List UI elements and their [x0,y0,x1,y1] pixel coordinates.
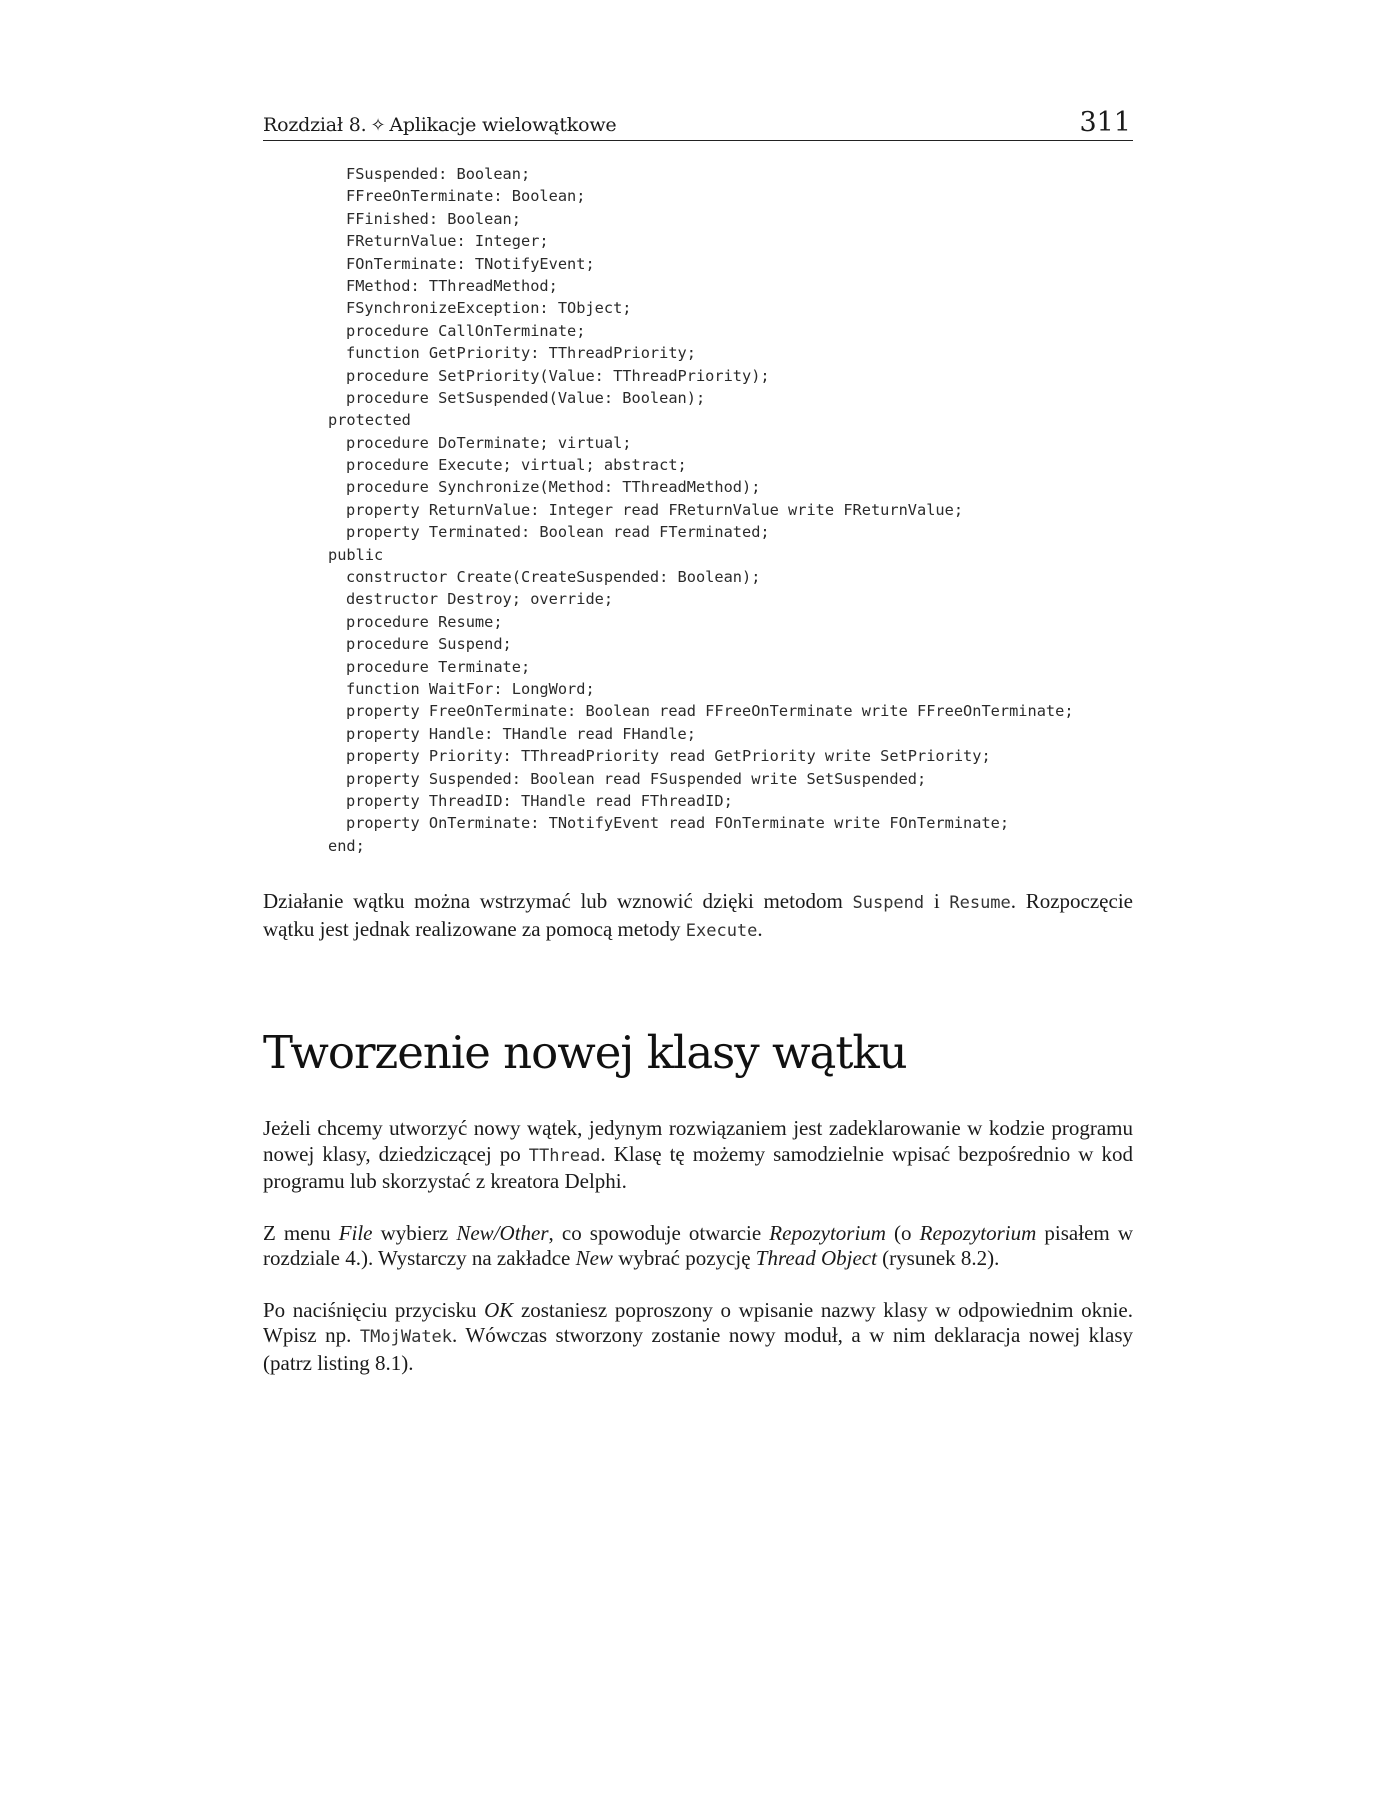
code-line: property ReturnValue: Integer read FReturnValue write FReturnValue; [346,500,964,519]
code-line: procedure CallOnTerminate; [346,321,586,340]
code-line: property FreeOnTerminate: Boolean read FFreeOnTerminate write FFreeOnTerminate; [346,702,1074,721]
page-number: 311 [1079,107,1131,138]
code-line: FMethod: TThreadMethod; [346,276,558,295]
code-line: procedure SetPriority(Value: TThreadPriority); [346,366,770,385]
code-line: property OnTerminate: TNotifyEvent read FOnTerminate write FOnTerminate; [346,814,1010,833]
running-title [263,114,616,136]
code-line: procedure Resume; [346,612,503,631]
code-line: property Handle: THandle read FHandle; [346,724,696,743]
text-run: (o [885,1220,920,1245]
separator-icon: ✧ [370,115,386,136]
text-run: Z menu [263,1220,339,1245]
code-line: FOnTerminate: TNotifyEvent; [346,254,595,273]
code-line: FSynchronizeException: TObject; [346,299,632,318]
emphasis: New [575,1246,613,1271]
paragraph-thread-control [263,889,1133,944]
code-line: procedure Terminate; [346,657,531,676]
text-run: i [924,889,950,914]
code-line: property Terminated: Boolean read FTerminated; [346,523,770,542]
text-run: Po naciśnięciu przycisku [263,1297,485,1322]
text-run: wybrać pozycję [612,1246,756,1271]
text-run: , co spowoduje otwarcie [548,1220,770,1245]
code-line: function GetPriority: TThreadPriority; [346,344,696,363]
code-line: property Suspended: Boolean read FSuspended write SetSuspended; [346,769,927,788]
emphasis: File [338,1220,373,1245]
inline-code: Suspend [852,893,925,914]
chapter-title: Aplikacje wielowątkowe [389,114,617,136]
text-run: (rysunek 8.2). [876,1246,1000,1271]
inline-code: TThread [528,1145,601,1166]
emphasis: OK [484,1297,514,1322]
text-run: . Rozpoczęcie wątku jest jednak realizowane za pomocą metody [263,889,1133,941]
code-line: function WaitFor: LongWord; [346,679,595,698]
code-line: procedure Suspend; [346,635,512,654]
code-listing [328,163,1133,857]
code-line: property Priority: TThreadPriority read GetPriority write SetPriority; [346,747,991,766]
emphasis: Repozytorium [919,1220,1037,1245]
emphasis: Repozytorium [769,1220,886,1245]
inline-code: TMojWatek [359,1327,453,1348]
text-run: Jeżeli chcemy utworzyć nowy wątek, jedynym rozwiązaniem jest zadeklarowanie w kodzie programu nowej klasy, dziedziczącej po [263,1116,1133,1166]
code-line: end; [328,836,365,855]
text-run: . Klasę tę możemy samodzielnie wpisać bezpośrednio w kod programu lub skorzystać z kreatora Delphi. [263,1141,1133,1194]
code-line: destructor Destroy; override; [346,590,614,609]
text-run: . Wówczas stworzony zostanie nowy moduł, a w nim deklaracja nowej klasy (patrz listing 8.1). [263,1323,1133,1375]
paragraph-ok-button [263,1298,1133,1377]
code-line: protected [328,411,411,430]
text-run: zostaniesz poproszony o wpisanie nazwy klasy w odpowiednim oknie. Wpisz np. [263,1297,1133,1348]
inline-code: Execute [685,920,758,941]
text-run: pisałem w rozdziale 4.). Wystarczy na zakładce [263,1220,1133,1271]
emphasis: Thread Object [755,1246,877,1271]
code-line: public [328,545,384,564]
code-line: procedure Synchronize(Method: TThreadMethod); [346,478,761,497]
book-page [263,100,1133,1376]
code-line: FSuspended: Boolean; [346,165,531,183]
code-line: procedure SetSuspended(Value: Boolean); [346,388,706,407]
code-line: property ThreadID: THandle read FThreadID; [346,791,733,810]
code-line: FReturnValue: Integer; [346,232,549,251]
section-heading: Tworzenie nowej klasy wątku [263,1026,907,1080]
code-line: FFinished: Boolean; [346,209,521,228]
paragraph-menu-instructions [263,1221,1133,1272]
inline-code: Resume [949,893,1011,914]
code-line: procedure DoTerminate; virtual; [346,433,632,452]
text-run: Działanie wątku można wstrzymać lub wznowić dzięki metodom [263,889,853,914]
running-header [263,100,1133,141]
chapter-label: Rozdział 8. [263,114,367,136]
text-run: . [757,916,763,941]
code-line: FFreeOnTerminate: Boolean; [346,187,586,206]
paragraph-new-thread [263,1116,1133,1195]
emphasis: New/Other [456,1220,549,1245]
code-line: constructor Create(CreateSuspended: Boolean); [346,568,761,587]
text-run: wybierz [372,1220,457,1245]
code-line: procedure Execute; virtual; abstract; [346,456,687,475]
